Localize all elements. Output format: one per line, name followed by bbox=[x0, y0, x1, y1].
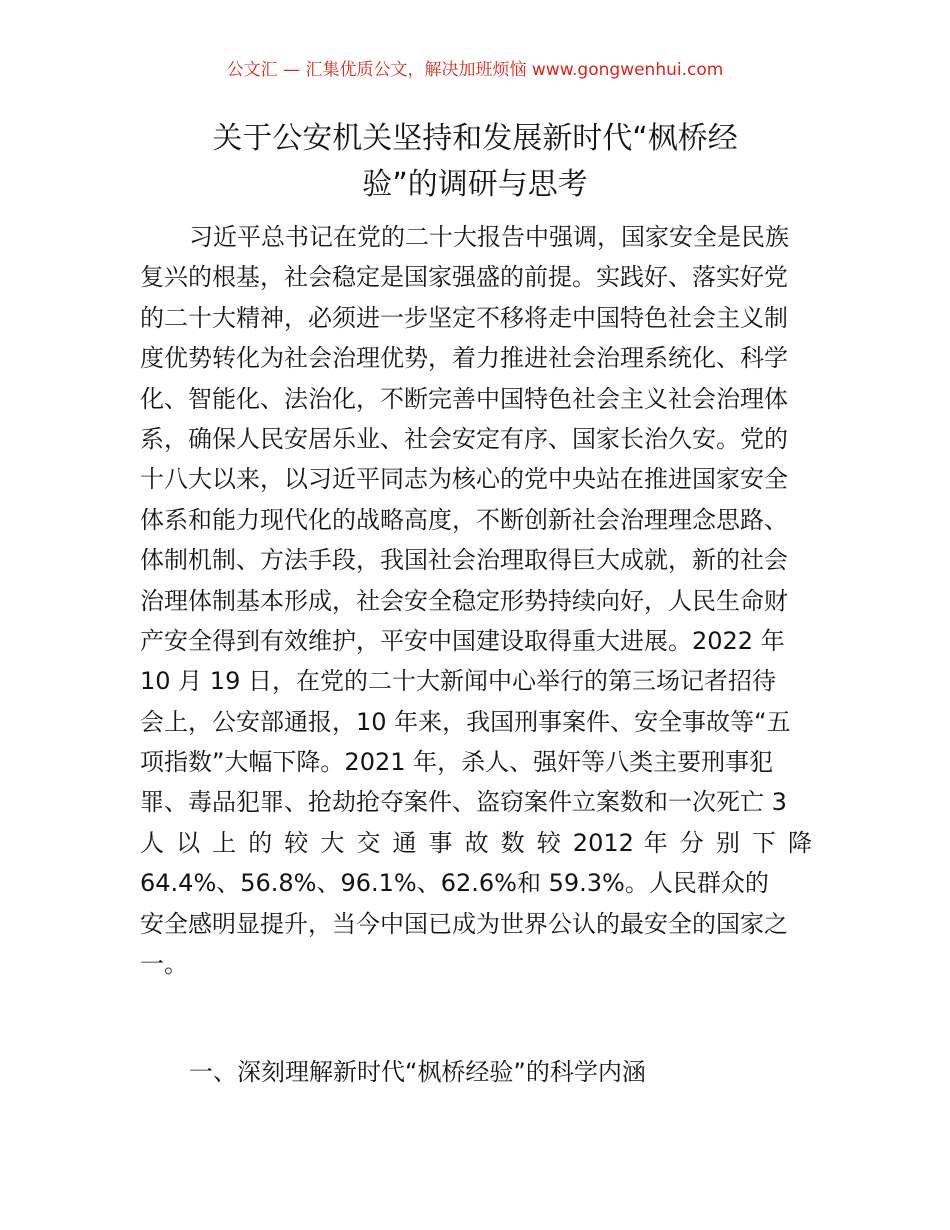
title-line-1: 关于公安机关坚持和发展新时代“枫桥经 bbox=[212, 121, 738, 156]
paragraph-line: 习近平总书记在党的二十大报告中强调，国家安全是民族 bbox=[189, 223, 789, 251]
paragraph-line: 化、智能化、法治化，不断完善中国特色社会主义社会治理体 bbox=[140, 384, 788, 413]
paragraph-line: 安全感明显提升，当今中国已成为世界公认的最安全的国家之 bbox=[140, 909, 788, 938]
paragraph-line: 系，确保人民安居乐业、社会安定有序、国家长治久安。党的 bbox=[140, 424, 788, 453]
title-line-2: 验”的调研与思考 bbox=[362, 167, 588, 202]
section-heading-1: 一、深刻理解新时代“枫桥经验”的科学内涵 bbox=[189, 1058, 646, 1086]
paragraph-line: 体制机制、方法手段，我国社会治理取得巨大成就，新的社会 bbox=[140, 546, 788, 575]
paragraph-1 bbox=[140, 217, 812, 984]
paragraph-line: 会上，公安部通报，10 年来，我国刑事案件、安全事故等“五 bbox=[140, 707, 791, 736]
paragraph-line: 的二十大精神，必须进一步坚定不移将走中国特色社会主义制 bbox=[140, 303, 788, 332]
document-title bbox=[140, 116, 810, 208]
paragraph-line: 治理体制基本形成，社会安全稳定形势持续向好，人民生命财 bbox=[140, 586, 788, 615]
site-header-banner: 公文汇 — 汇集优质公文，解决加班烦恼 www.gongwenhui.com bbox=[226, 60, 724, 80]
paragraph-line: 罪、毒品犯罪、抢劫抢夺案件、盗窃案件立案数和一次死亡 3 bbox=[140, 788, 787, 817]
paragraph-line: 10 月 19 日，在党的二十大新闻中心举行的第三场记者招待 bbox=[140, 667, 776, 696]
paragraph-line: 度优势转化为社会治理优势，着力推进社会治理系统化、科学 bbox=[140, 344, 788, 373]
paragraph-line: 十八大以来，以习近平同志为核心的党中央站在推进国家安全 bbox=[140, 465, 788, 494]
paragraph-line: 复兴的根基，社会稳定是国家强盛的前提。实践好、落实好党 bbox=[140, 263, 788, 292]
paragraph-line: 人 以 上 的 较 大 交 通 事 故 数 较 2012 年 分 别 下 降 bbox=[140, 828, 812, 857]
paragraph-line: 64.4%、56.8%、96.1%、62.6%和 59.3%。人民群众的 bbox=[140, 869, 769, 898]
paragraph-line: 一。 bbox=[140, 950, 188, 979]
paragraph-line: 体系和能力现代化的战略高度，不断创新社会治理理念思路、 bbox=[140, 505, 788, 534]
paragraph-line: 产安全得到有效维护，平安中国建设取得重大进展。2022 年 bbox=[140, 626, 785, 655]
paragraph-line: 项指数”大幅下降。2021 年，杀人、强奸等八类主要刑事犯 bbox=[140, 748, 774, 777]
